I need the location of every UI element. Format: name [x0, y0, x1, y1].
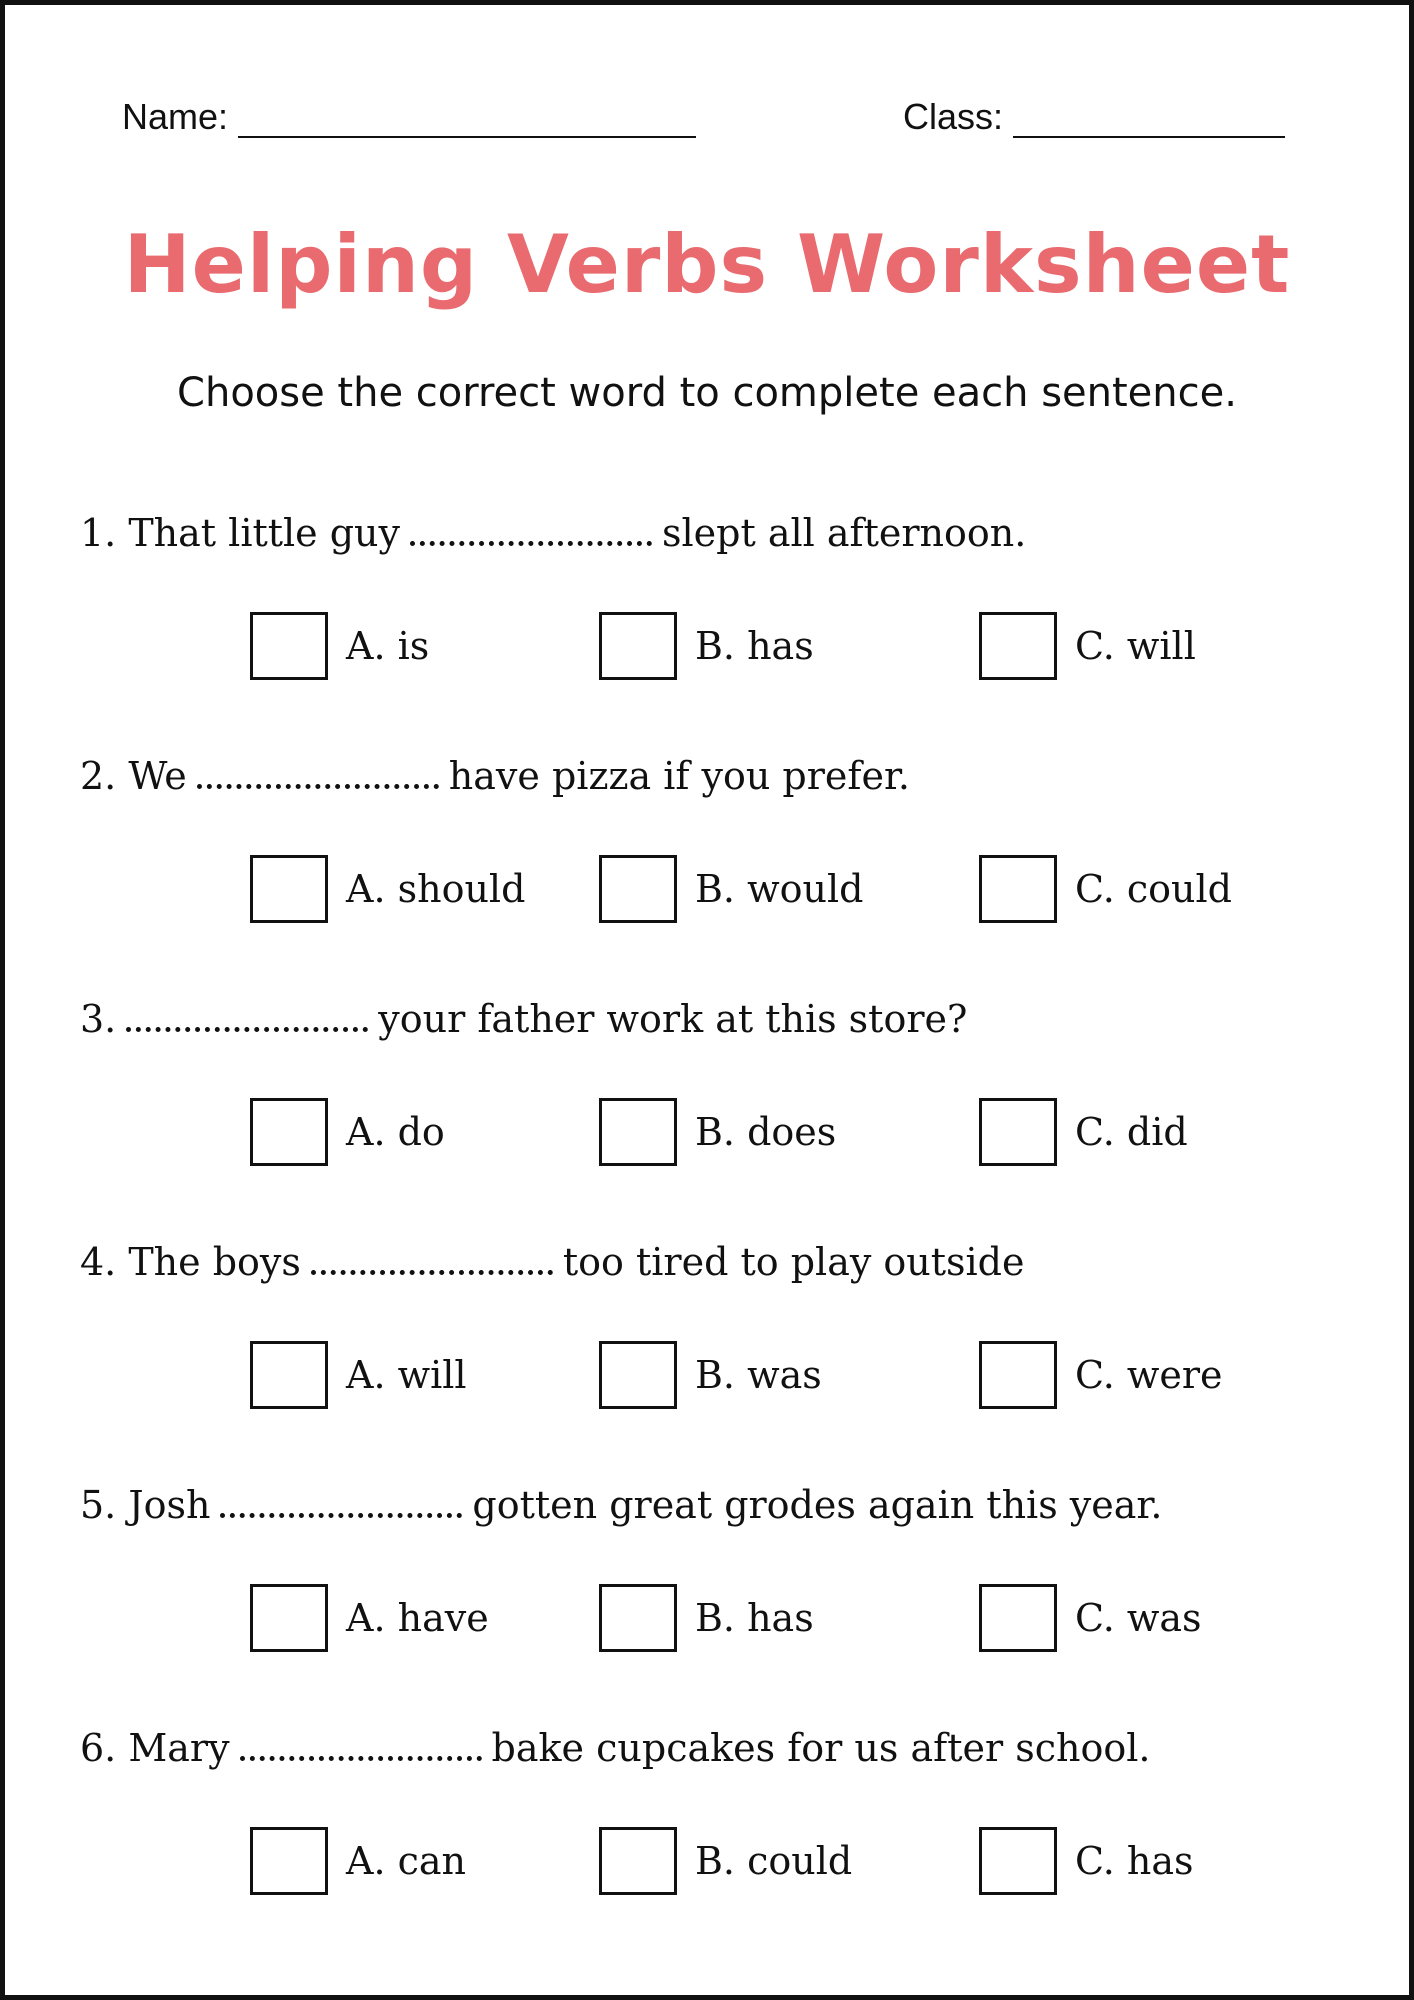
class-label: Class: [903, 96, 1004, 137]
checkbox[interactable] [250, 612, 328, 680]
checkbox[interactable] [250, 1827, 328, 1895]
checkbox[interactable] [979, 1098, 1057, 1166]
option-label: A. is [346, 624, 430, 668]
options-row-4 [0, 1339, 1414, 1411]
option-label: B. was [695, 1353, 822, 1397]
option-b[interactable] [599, 1096, 836, 1168]
name-field [122, 96, 696, 138]
options-row-6 [0, 1825, 1414, 1897]
option-label: C. could [1075, 867, 1232, 911]
instruction-text: Choose the correct word to complete each sentence. [177, 370, 1237, 416]
question-5 [80, 1479, 1162, 1530]
checkbox[interactable] [979, 1341, 1057, 1409]
header-row [0, 96, 1414, 146]
option-label: B. could [695, 1839, 853, 1883]
option-a[interactable] [250, 1825, 466, 1897]
class-input-line[interactable] [1013, 96, 1285, 138]
options-row-5 [0, 1582, 1414, 1654]
question-suffix: have pizza if you prefer. [448, 754, 911, 798]
checkbox[interactable] [250, 1098, 328, 1166]
question-suffix: gotten great grodes again this year. [472, 1483, 1163, 1527]
option-a[interactable] [250, 610, 429, 682]
checkbox[interactable] [979, 612, 1057, 680]
question-prefix: 2. We [80, 754, 187, 798]
option-label: A. do [346, 1110, 445, 1154]
answer-blank [220, 1479, 462, 1518]
option-label: B. would [695, 867, 864, 911]
checkbox[interactable] [250, 855, 328, 923]
question-prefix: 5. Josh [80, 1483, 211, 1527]
checkbox[interactable] [250, 1584, 328, 1652]
option-c[interactable] [979, 1339, 1223, 1411]
question-prefix: 3. [80, 997, 117, 1041]
checkbox[interactable] [599, 1341, 677, 1409]
question-suffix: your father work at this store? [378, 997, 968, 1041]
option-c[interactable] [979, 1096, 1188, 1168]
answer-blank [197, 750, 439, 789]
option-label: C. has [1075, 1839, 1194, 1883]
option-label: C. was [1075, 1596, 1202, 1640]
name-label: Name: [122, 96, 229, 137]
question-suffix: too tired to play outside [562, 1240, 1025, 1284]
checkbox[interactable] [599, 612, 677, 680]
option-b[interactable] [599, 853, 863, 925]
checkbox[interactable] [979, 855, 1057, 923]
option-label: A. should [346, 867, 526, 911]
option-label: C. will [1075, 624, 1196, 668]
answer-blank [410, 507, 652, 546]
question-1 [80, 507, 1026, 558]
checkbox[interactable] [250, 1341, 328, 1409]
option-c[interactable] [979, 610, 1196, 682]
answer-blank [311, 1236, 553, 1275]
option-c[interactable] [979, 853, 1232, 925]
checkbox[interactable] [979, 1827, 1057, 1895]
option-c[interactable] [979, 1582, 1202, 1654]
answer-blank [126, 993, 368, 1032]
worksheet-title: Helping Verbs Worksheet [123, 218, 1291, 311]
answer-blank [240, 1722, 482, 1761]
question-prefix: 6. Mary [80, 1726, 230, 1770]
option-label: C. did [1075, 1110, 1188, 1154]
option-label: B. does [695, 1110, 837, 1154]
option-c[interactable] [979, 1825, 1194, 1897]
question-3 [80, 993, 967, 1044]
option-b[interactable] [599, 1582, 814, 1654]
checkbox[interactable] [599, 1827, 677, 1895]
option-label: B. has [695, 624, 814, 668]
option-label: A. can [346, 1839, 467, 1883]
question-6 [80, 1722, 1150, 1773]
checkbox[interactable] [599, 1098, 677, 1166]
question-suffix: bake cupcakes for us after school. [491, 1726, 1151, 1770]
checkbox[interactable] [599, 1584, 677, 1652]
options-row-2 [0, 853, 1414, 925]
question-2 [80, 750, 910, 801]
option-b[interactable] [599, 1825, 852, 1897]
checkbox[interactable] [979, 1584, 1057, 1652]
option-label: A. will [346, 1353, 467, 1397]
question-4 [80, 1236, 1025, 1287]
checkbox[interactable] [599, 855, 677, 923]
option-a[interactable] [250, 1096, 445, 1168]
options-row-3 [0, 1096, 1414, 1168]
option-b[interactable] [599, 610, 814, 682]
name-input-line[interactable] [238, 96, 696, 138]
option-label: B. has [695, 1596, 814, 1640]
option-label: C. were [1075, 1353, 1223, 1397]
option-a[interactable] [250, 853, 525, 925]
question-prefix: 4. The boys [80, 1240, 301, 1284]
option-a[interactable] [250, 1339, 467, 1411]
option-label: A. have [346, 1596, 489, 1640]
question-prefix: 1. That little guy [80, 511, 400, 555]
options-row-1 [0, 610, 1414, 682]
question-suffix: slept all afternoon. [662, 511, 1027, 555]
option-a[interactable] [250, 1582, 489, 1654]
class-field [903, 96, 1285, 138]
option-b[interactable] [599, 1339, 822, 1411]
